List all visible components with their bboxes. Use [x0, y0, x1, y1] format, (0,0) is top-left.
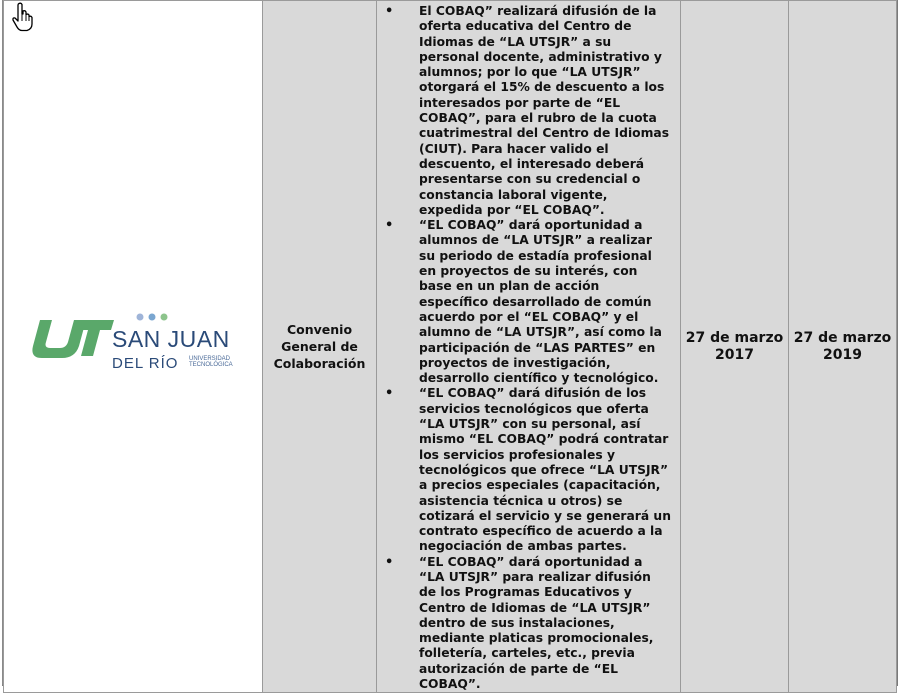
hand-pointer-icon — [11, 2, 35, 32]
agreements-table — [3, 0, 897, 693]
logo-cell — [4, 1, 263, 693]
logo-tagline — [189, 356, 233, 369]
start-date: 27 de marzo 2017 — [685, 329, 784, 363]
logo-subtitle: DEL RÍO — [112, 354, 179, 372]
list-item: • “EL COBAQ” dará oportunidad a “LA UTSJR” para realizar difusión de los Programas Educativos y Centro de Idiomas de “LA UTSJR” dentro de sus instalaciones, mediante platicas promocionales, folletería, carteles, etc., previa autorización de parte de “EL COBAQ”. — [419, 555, 680, 693]
logo-tagline-2: TECNOLÓGICA — [189, 362, 233, 369]
agreement-type: Convenio General de Colaboración — [273, 322, 366, 372]
start-date-cell — [681, 1, 789, 693]
list-item: • “EL COBAQ” dará oportunidad a alumnos de “LA UTSJR” a realizar su periodo de estadía profesional en proyectos de su interés, con base en un plan de acción específico desarrollado de común acuerdo por el “EL COBAQ” y el alumno de “LA UTSJR”, así como la participación de “LAS PARTES” en proyectos de investigación, desarrollo científico y tecnológico. — [419, 218, 680, 386]
logo-title: SAN JUAN — [112, 325, 230, 352]
end-date-cell — [789, 1, 897, 693]
logo-tagline-1: UNIVERSIDAD — [189, 355, 231, 362]
utsjr-logo — [32, 312, 252, 382]
end-date: 27 de marzo 2019 — [793, 329, 892, 363]
ut-logo-mark-icon — [32, 318, 114, 358]
logo-dots-icon — [135, 312, 171, 322]
clauses-list — [377, 4, 680, 692]
agreement-clauses-cell — [377, 1, 681, 693]
table-row — [4, 1, 897, 693]
list-item: • El COBAQ” realizará difusión de la oferta educativa del Centro de Idiomas de “LA UTSJR” a su personal docente, administrativo y alumnos; por lo que “LA UTSJR” otorgará el 15% de descuento a los interesados por parte de “EL COBAQ”, para el rubro de la cuota cuatrimestral del Centro de Idiomas (CIUT). Para hacer valido el descuento, el interesado deberá presentarse con su credencial o constancia laboral vigente, expedida por “EL COBAQ”. — [419, 4, 680, 218]
list-item: • “EL COBAQ” dará difusión de los servicios tecnológicos que oferta “LA UTSJR” con su personal, así mismo “EL COBAQ” podrá contratar los servicios profesionales y tecnológicos que ofrece “LA UTSJR” a precios especiales (capacitación, asistencia técnica u otros) se cotizará el servicio y se generará un contrato específico de acuerdo a la negociación de ambas partes. — [419, 386, 680, 554]
agreement-type-cell — [263, 1, 377, 693]
